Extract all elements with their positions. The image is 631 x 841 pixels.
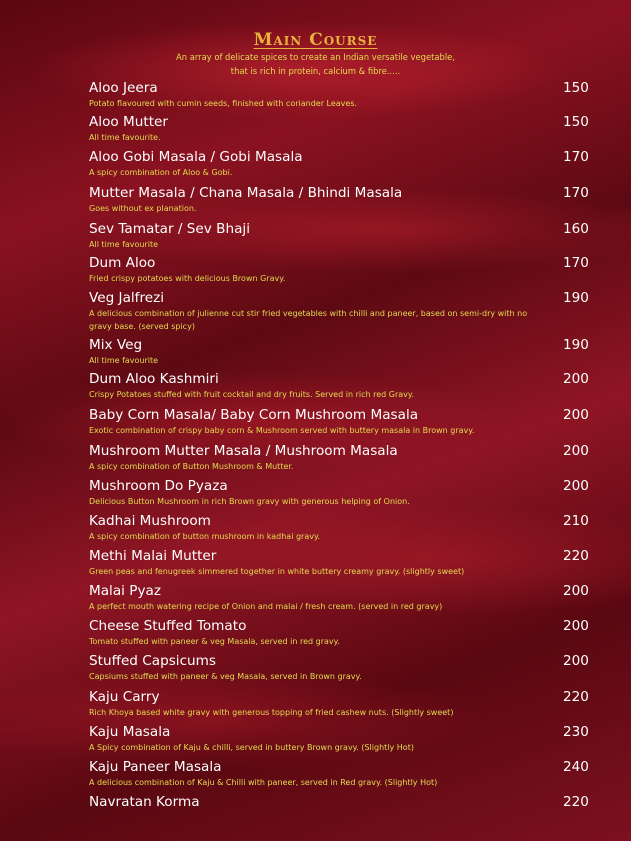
item-description: A perfect mouth watering recipe of Onion and malai / fresh cream. (served in red gravy)	[89, 602, 443, 611]
item-description: Rich Khoya based white gravy with generous topping of fried cashew nuts. (Slightly sweet)	[89, 708, 454, 717]
item-name: Sev Tamatar / Sev Bhaji	[89, 221, 250, 237]
item-name: Mushroom Mutter Masala / Mushroom Masala	[89, 443, 398, 459]
item-name: Malai Pyaz	[89, 583, 161, 599]
item-price: 220	[563, 689, 589, 705]
menu-item	[89, 548, 589, 578]
item-name: Kaju Masala	[89, 724, 171, 740]
item-name: Baby Corn Masala/ Baby Corn Mushroom Masala	[89, 407, 419, 423]
item-price: 200	[563, 443, 589, 459]
menu-item	[89, 80, 589, 110]
item-name: Mushroom Do Pyaza	[89, 478, 228, 494]
item-description: All time favourite	[89, 356, 159, 365]
item-price: 230	[563, 724, 589, 740]
item-name: Kadhai Mushroom	[89, 513, 211, 529]
section-intro-line-2: that is rich in protein, calcium & fibre.....	[230, 66, 401, 76]
item-price: 170	[563, 149, 589, 165]
item-price: 160	[563, 221, 589, 237]
item-description: A delicious combination of Kaju & Chilli with paneer, served in Red gravy. (Slightly Hot)	[89, 778, 438, 787]
item-name: Aloo Mutter	[89, 114, 168, 130]
item-name: Aloo Gobi Masala / Gobi Masala	[89, 149, 303, 165]
item-price: 220	[563, 794, 589, 810]
item-name: Veg Jalfrezi	[89, 290, 165, 306]
item-price: 200	[563, 653, 589, 669]
item-name: Methi Malai Mutter	[89, 548, 217, 564]
item-description: Tomato stuffed with paneer & veg Masala, served in red gravy.	[89, 637, 340, 646]
menu-item	[89, 653, 589, 683]
menu-item	[89, 794, 589, 811]
item-name: Stuffed Capsicums	[89, 653, 216, 669]
menu-item	[89, 724, 589, 754]
item-name: Dum Aloo	[89, 255, 156, 271]
menu-item	[89, 513, 589, 543]
item-description: Capsiums stuffed with paneer & veg Masala, served in Brown gravy.	[89, 672, 362, 681]
item-name: Aloo Jeera	[89, 80, 158, 96]
menu-header	[0, 30, 631, 78]
menu-item	[89, 583, 589, 613]
item-name: Mutter Masala / Chana Masala / Bhindi Masala	[89, 185, 403, 201]
menu-item	[89, 149, 589, 179]
menu-item	[89, 759, 589, 789]
item-description: Potato flavoured with cumin seeds, finished with coriander Leaves.	[89, 99, 358, 108]
menu-item	[89, 371, 589, 401]
menu-item	[89, 689, 589, 719]
menu-item	[89, 114, 589, 144]
section-intro-line-1: An array of delicate spices to create an Indian versatile vegetable,	[176, 52, 455, 62]
item-description: All time favourite	[89, 240, 159, 249]
menu-item	[89, 618, 589, 648]
item-price: 200	[563, 583, 589, 599]
menu-item	[89, 255, 589, 285]
item-name: Navratan Korma	[89, 794, 200, 810]
menu-item	[89, 407, 589, 437]
item-description: A spicy combination of Aloo & Gobi.	[89, 168, 233, 177]
item-name: Mix Veg	[89, 337, 143, 353]
menu-item	[89, 443, 589, 473]
item-name: Kaju Carry	[89, 689, 160, 705]
item-name: Dum Aloo Kashmiri	[89, 371, 219, 387]
item-price: 150	[563, 114, 589, 130]
item-description: Goes without ex planation.	[89, 204, 197, 213]
item-price: 200	[563, 618, 589, 634]
item-price: 170	[563, 255, 589, 271]
item-description: A delicious combination of julienne cut stir fried vegetables with chilli and paneer, based on semi-dry with no gravy base. (served spicy)	[89, 309, 528, 331]
item-description: Delicious Button Mushroom in rich Brown gravy with generous helping of Onion.	[89, 497, 410, 506]
item-price: 200	[563, 478, 589, 494]
item-price: 190	[563, 290, 589, 306]
item-description: Fried crispy potatoes with delicious Brown Gravy.	[89, 274, 286, 283]
item-description: All time favourite.	[89, 133, 161, 142]
item-price: 170	[563, 185, 589, 201]
item-price: 200	[563, 371, 589, 387]
menu-item	[89, 337, 589, 367]
item-description: Green peas and fenugreek simmered together in white buttery creamy gravy. (slightly sweet)	[89, 567, 465, 576]
item-price: 190	[563, 337, 589, 353]
menu-item	[89, 185, 589, 215]
item-price: 150	[563, 80, 589, 96]
item-name: Kaju Paneer Masala	[89, 759, 222, 775]
item-price: 220	[563, 548, 589, 564]
item-description: Crispy Potatoes stuffed with fruit cocktail and dry fruits. Served in rich red Gravy.	[89, 390, 415, 399]
item-price: 210	[563, 513, 589, 529]
item-description: Exotic combination of crispy baby corn & Mushroom served with buttery masala in Brown gravy.	[89, 426, 475, 435]
item-description: A spicy combination of button mushroom in kadhai gravy.	[89, 532, 321, 541]
item-description: A spicy combination of Button Mushroom & Mutter.	[89, 462, 294, 471]
menu-item	[89, 290, 589, 333]
menu-item	[89, 221, 589, 251]
item-description: A Spicy combination of Kaju & chilli, served in buttery Brown gravy. (Slightly Hot)	[89, 743, 414, 752]
item-price: 200	[563, 407, 589, 423]
section-title: Main Course	[253, 30, 378, 50]
menu-item	[89, 478, 589, 508]
item-name: Cheese Stuffed Tomato	[89, 618, 247, 634]
item-price: 240	[563, 759, 589, 775]
